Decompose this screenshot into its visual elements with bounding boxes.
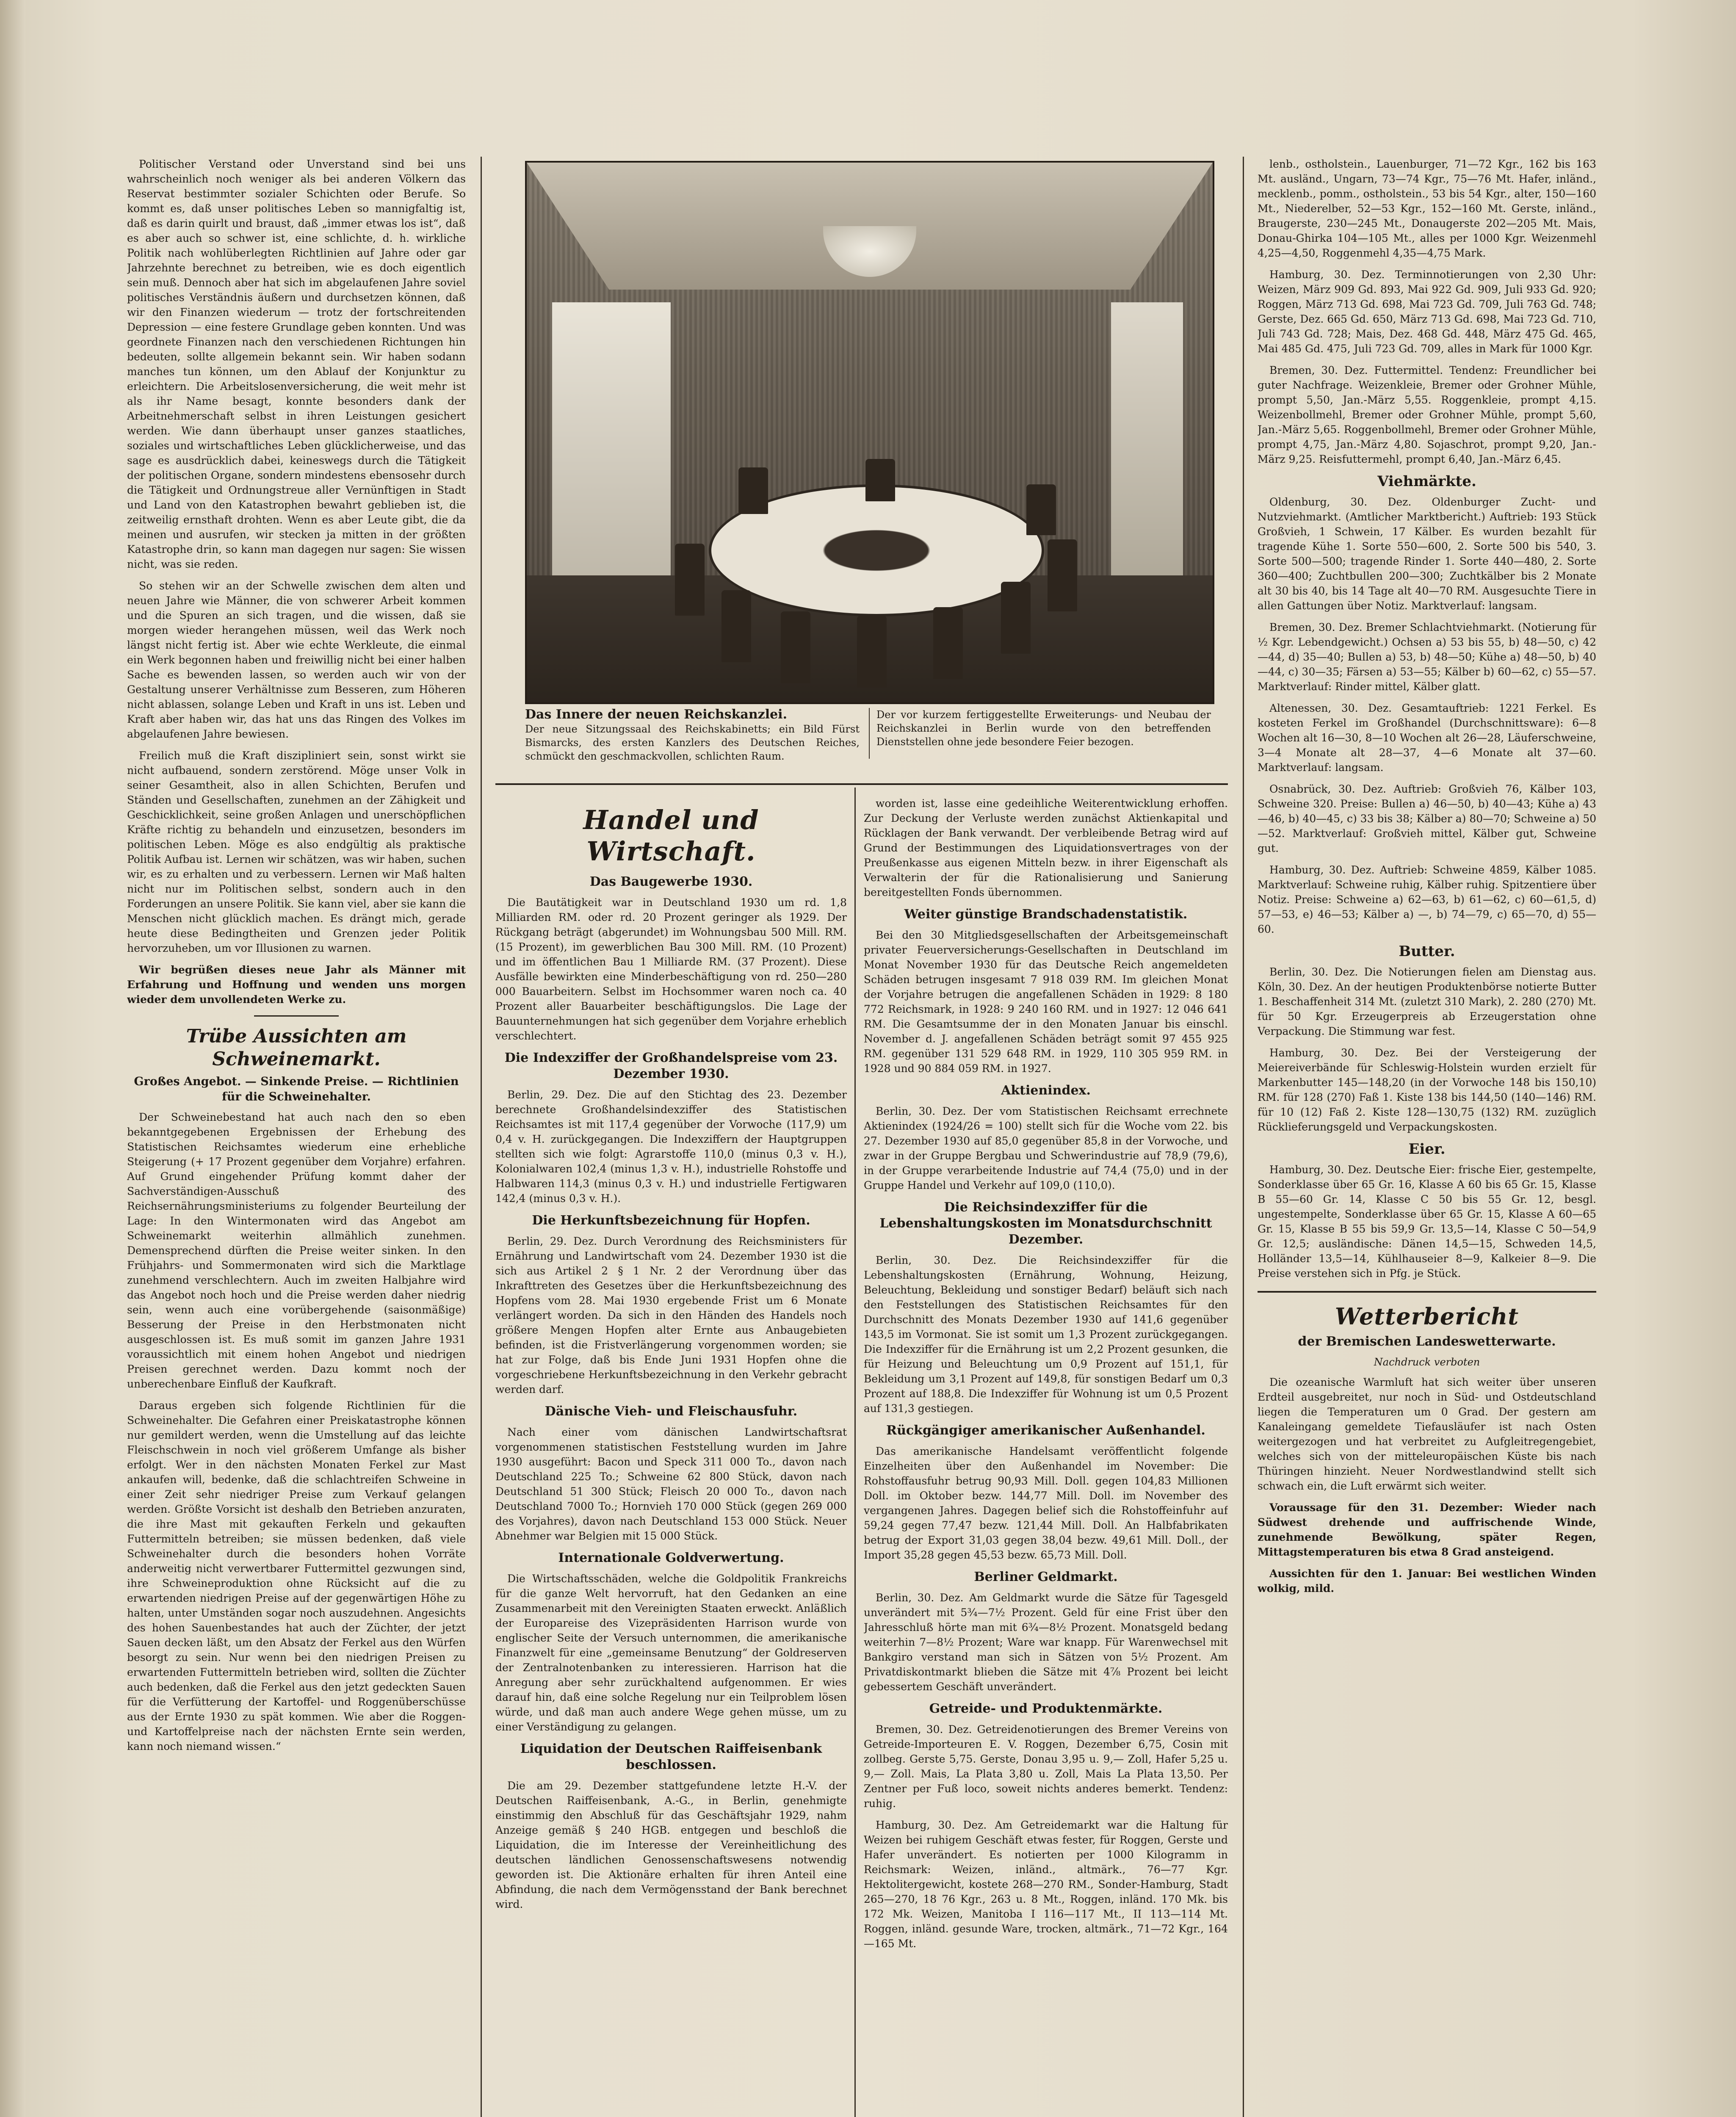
article-title: Butter.	[1399, 943, 1455, 960]
weather-forecast: Voraussage für den 31. Dezember: Wieder nach Südwest drehende und auffrischende Winde, zunehmende Bewölkung, später Regen, Mittagstemperaturen bis etwa 8 Grad ansteigend.	[1258, 1501, 1596, 1558]
article-paragraph: worden ist, lasse eine gedeihliche Weiterentwicklung erhoffen. Zur Deckung der Verluste werden zunächst Aktienkapital und Rücklagen der Bank verwandt. Der verbleibende Betrag wird auf Grund der Bestimmungen des Liquidationsvertrages von der Preußenkasse aus eigenen Mitteln bezw. in ihrer Eigenschaft als Verwalterin der für die Rationalisierung und Sanierung bereitgestellten Fonds übernommen.	[864, 797, 1228, 898]
page-binding-edge	[0, 0, 25, 2117]
article-paragraph: Hamburg, 30. Dez. Terminnotierungen von 2,30 Uhr: Weizen, März 909 Gd. 893, Mai 922 Gd. 909, Juli 933 Gd. 920; Roggen, März 713 Gd. 698, Mai 723 Gd. 709, Juli 763 Gd. 748; Gerste, Dez. 665 Gd. 650, März 713 Gd. 698, Mai 723 Gd. 710, Juli 743 Gd. 728; Mais, Dez. 468 Gd. 448, März 475 Gd. 465, Mai 485 Gd. 475, Juli 723 Gd. 709, alles in Mark für 1000 Kgr.	[1258, 268, 1596, 355]
article-paragraph: Bremen, 30. Dez. Bremer Schlachtviehmarkt. (Notierung für ½ Kgr. Lebendgewicht.) Ochsen a) 53 bis 55, b) 48—50, c) 42—44, d) 35—40; Bullen a) 53, b) 48—50; Kühe a) 48—50, b) 40—44, c) 30—35; Färsen a) 53—55; Kälber b) 60—62, c) 55—57. Marktverlauf: Rinder mittel, Kälber glatt.	[1258, 621, 1596, 693]
column-rule	[481, 157, 482, 2117]
column-3	[864, 796, 1228, 2117]
article-title: Eier.	[1408, 1141, 1446, 1158]
article-paragraph: Freilich muß die Kraft diszipliniert sein, sonst wirkt sie nicht aufbauend, sondern zerstörend. Möge unser Volk in seiner Gesamtheit, also in allen Schichten, Berufen und Ständen und Gesellschaften, zunehmen an der Zähigkeit und Geschicklichkeit, seine großen Anlagen und unerschöpflichen Kräfte richtig zu behandeln und einzusetzen, besonders im politischen Leben. Möge es also endgültig als praktische Politik Aufbau ist. Lernen wir schätzen, was wir haben, suchen wir, es zu erhalten und zu verbessern. Lernen wir Maß halten nicht nur im Politischen selbst, sondern auch in den Forderungen an unsere Politik. Sie kann viel, aber sie kann die Menschen nicht glücklich machen. Es drängt mich, gerade heute diese Bedingtheiten und Grenzen jeder Politik hervorzuheben, um vor Illusionen zu warnen.	[127, 749, 466, 954]
caption-text: Der neue Sitzungssaal des Reichskabinetts; ein Bild Fürst Bismarcks, des ersten Kanzlers des Deutschen Reiches, schmückt den geschmackvollen, schlichten Raum.	[525, 723, 860, 762]
article-paragraph: So stehen wir an der Schwelle zwischen dem alten und neuen Jahre wie Männer, die von schwerer Arbeit kommen und die Spuren an sich tragen, und die wissen, daß sie morgen wieder herangehen müssen, weil das Werk noch längst nicht fertig ist. Aber wie echte Werkleute, die einmal ein Werk begonnen haben und freiwillig nicht bei einer halben Sache es bewenden lassen, so werden auch wir von der Gestaltung unserer Verhältnisse zum Besseren, zum Höheren nicht ablassen, solange Leben und Kraft in uns ist. Leben und Kraft aber haben wir, das hat uns das Ringen des Volkes im abgelaufenen Jahre bewiesen.	[127, 580, 466, 740]
column-2	[495, 796, 847, 2117]
article-paragraph: Hamburg, 30. Dez. Bei der Versteigerung der Meiereiverbände für Schleswig-Holstein wurden erzielt für Markenbutter 145—148,20 (in der Vorwoche 148 bis 150,10) RM. für 128 (270) Faß 1. Kiste 138 bis 144,50 (140—146) RM. für 10 (12) Faß 2. Kiste 128—130,75 (132) RM. zuzüglich Rücklieferungsgeld und Verpackungskosten.	[1258, 1047, 1596, 1133]
article-title: Das Baugewerbe 1930.	[589, 874, 753, 889]
weather-outlook: Aussichten für den 1. Januar: Bei westlichen Winden wolkig, mild.	[1258, 1567, 1596, 1595]
weather-subheading: der Bremischen Landeswetterwarte.	[1298, 1334, 1556, 1349]
column-rule	[854, 788, 856, 2117]
article-title: Die Herkunftsbezeichnung für Hopfen.	[532, 1213, 810, 1228]
article-title: Getreide- und Produktenmärkte.	[929, 1701, 1163, 1716]
article-title: Dänische Vieh- und Fleischausfuhr.	[545, 1404, 798, 1419]
article-paragraph: Das amerikanische Handelsamt veröffentlicht folgende Einzelheiten über den Außenhandel im November: Die Rohstoffausfuhr betrug 90,93 Mill. Doll. gegen 104,83 Millionen Doll. im Oktober bezw. 144,77 Mill. Doll. im November des vergangenen Jahres. Dagegen belief sich die Rohstoffeinfuhr auf 59,24 gegen 77,47 bezw. 121,44 Mill. Doll. An Halbfabrikaten betrug der Export 31,03 gegen 38,04 bezw. 49,61 Mill. Doll., der Import 35,28 gegen 45,53 bezw. 65,73 Mill. Doll.	[864, 1445, 1228, 1561]
article-title: Weiter günstige Brandschadenstatistik.	[904, 907, 1188, 922]
article-title: Viehmärkte.	[1377, 473, 1476, 490]
article-heading: Trübe Aussichten am Schweinemarkt.	[186, 1025, 407, 1070]
column-rule	[1243, 157, 1244, 2117]
article-paragraph: lenb., ostholstein., Lauenburger, 71—72 Kgr., 162 bis 163 Mt. ausländ., Ungarn, 73—74 Kgr., 75—76 Mt. Hafer, inländ., mecklenb., pomm., ostholstein., 53 bis 54 Kgr., alter, 150—160 Mt., Niederelber, 52—53 Kgr., 152—160 Mt. Gerste, inländ., Braugerste, 230—245 Mt., Donaugerste 202—205 Mt. Mais, Donau-Ghirka 104—105 Mt., alles per 1000 Kgr. Weizenmehl 4,25—4,50, Roggenmehl 4,35—4,75 Mark.	[1258, 158, 1596, 259]
caption-title: Das Innere der neuen Reichskanzlei.	[525, 707, 788, 722]
article-paragraph: Osnabrück, 30. Dez. Auftrieb: Großvieh 76, Kälber 103, Schweine 320. Preise: Bullen a) 46—50, b) 40—43; Kühe a) 43—46, b) 40—45, c) 33 bis 38; Kälber a) 80—70; Schweine a) 50—52. Marktverlauf: Großvieh mittel, Kälber gut, Schweine gut.	[1258, 783, 1596, 854]
article-paragraph: Berlin, 30. Dez. Die Notierungen fielen am Dienstag aus. Köln, 30. Dez. An der heutigen Produktenbörse notierte Butter 1. Beschaffenheit 314 Mt. (zuletzt 310 Mark), 2. 280 (270) Mt. für 50 Kgr. Erzeugerpreis ab Erzeugerstation ohne Verpackung. Die Stimmung war fest.	[1258, 966, 1596, 1037]
article-paragraph: Berlin, 30. Dez. Der vom Statistischen Reichsamt errechnete Aktienindex (1924/26 = 100) stellt sich für die Woche vom 22. bis 27. Dezember 1930 auf 85,0 gegenüber 85,8 in der Vorwoche, und zwar in der Gruppe Bergbau und Schwerindustrie auf 78,9 (79,6), in der Gruppe verarbeitende Industrie auf 74,4 (75,0) und in der Gruppe Handel und Verkehr auf 109,0 (110,0).	[864, 1105, 1228, 1191]
article-paragraph: Die Bautätigkeit war in Deutschland 1930 um rd. 1,8 Milliarden RM. oder rd. 20 Prozent geringer als 1929. Der Rückgang beträgt (abgerundet) im Wohnungsbau 500 Mill. RM. (15 Prozent), im gewerblichen Bau 300 Mill. RM. (10 Prozent) und im öffentlichen Bau 1 Milliarde RM. (37 Prozent). Diese Ausfälle bewirkten eine Minderbeschäftigung von rd. 250—280 000 Bauarbeitern. Selbst im Hochsommer waren noch ca. 40 Prozent aller Bauarbeiter beschäftigungslos. Die Lage der Bauunternehmungen hat sich gegenüber dem Vorjahre erheblich verschlechtert.	[495, 896, 847, 1042]
article-paragraph: Hamburg, 30. Dez. Auftrieb: Schweine 4859, Kälber 1085. Marktverlauf: Schweine ruhig, Kälber ruhig. Spitzentiere über Notiz. Preise: Schweine a) 62—63, b) 61—62, c) 60—61,5, d) 57—53, e) 46—53; Kälber a) —, b) 74—79, c) 65—70, d) 55—60.	[1258, 864, 1596, 935]
article-paragraph: Hamburg, 30. Dez. Deutsche Eier: frische Eier, gestempelte, Sonderklasse über 65 Gr. 16, Klasse A 60 bis 65 Gr. 15, Klasse B 55—60 Gr. 14, Klasse C 50 bis 55 Gr. 12, besgl. ungestempelte, Sonderklasse über 65 Gr. 15, Klasse A 60—65 Gr. 15, Klasse B 55 bis 59,9 Gr. 13,5—14, Klasse C 50—54,9 Gr. 12,5; ausländische: Dänen 14,5—15, Schweden 14,5, Holländer 13,5—14, Kühlhauseier 8—9, Kalkeier 8—9. Die Preise verstehen sich in Pfg. je Stück.	[1258, 1164, 1596, 1280]
article-paragraph: Bei den 30 Mitgliedsgesellschaften der Arbeitsgemeinschaft privater Feuerversicherungs-Gesellschaften in Deutschland im Monat November 1930 für das Deutsche Reich angemeldeten Schäden betrugen insgesamt 7 918 039 RM. Im gleichen Monat der Vorjahre betrugen die angefallenen Schäden in 1929: 8 180 772 Reichsmark, in 1928: 9 240 160 RM. und in 1927: 12 046 641 RM. Die Gesamtsumme der in den Monaten Januar bis einschl. November d. J. angefallenen Schäden beträgt somit 97 455 925 RM. gegenüber 131 529 648 RM. in 1929, 110 305 959 RM. in 1928 und 90 884 059 RM. in 1927.	[864, 929, 1228, 1075]
article-paragraph: Wir begrüßen dieses neue Jahr als Männer mit Erfahrung und Hoffnung und wenden uns morgen wieder dem unvollendeten Werke zu.	[127, 964, 466, 1006]
article-paragraph: Die am 29. Dezember stattgefundene letzte H.-V. der Deutschen Raiffeisenbank, A.-G., in Berlin, genehmigte einstimmig den Abschluß für das Geschäftsjahr 1929, nahm Anzeige gemäß § 240 HGB. entgegen und beschloß die Liquidation, die im Interesse der Vereinheitlichung des deutschen ländlichen Genossenschaftswesens notwendig geworden ist. Die Aktionäre erhalten für ihren Anteil eine Abfindung, die nach dem Vermögensstand der Bank berechnet wird.	[495, 1780, 847, 1910]
article-paragraph: Berlin, 30. Dez. Am Geldmarkt wurde die Sätze für Tagesgeld unverändert mit 5¾—7½ Prozent. Geld für eine Frist über den Jahresschluß hörte man mit 6¾—8½ Prozent. Monatsgeld bedang weiterhin 7—8½ Prozent; Ware war knapp. Für Warenwechsel mit Bankgiro verstand man sich in Sätzen von 5½ Prozent. Am Privatdiskontmarkt blieben die Sätze mit 4⅞ Prozent bei leicht gebessertem Geschäft unverändert.	[864, 1592, 1228, 1693]
article-paragraph: Bremen, 30. Dez. Futtermittel. Tendenz: Freundlicher bei guter Nachfrage. Weizenkleie, Bremer oder Grohner Mühle, prompt 5,50, Jan.-März 5,55. Roggenkleie, prompt 4,15. Weizenbollmehl, Bremer oder Grohner Mühle, prompt 5,60, Jan.-März 5,65. Roggenbollmehl, Bremer oder Grohner Mühle, prompt 4,75, Jan.-März 4,80. Sojaschrot, prompt 9,20, Jan.-März 9,25. Reisfuttermehl, prompt 6,40, Jan.-März 6,45.	[1258, 364, 1596, 465]
article-paragraph: Berlin, 29. Dez. Die auf den Stichtag des 23. Dezember berechnete Großhandelsindexziffer des Statistischen Reichsamtes ist mit 117,4 gegenüber der Vorwoche (117,9) um 0,4 v. H. zurückgegangen. Die Indexziffern der Hauptgruppen stellten sich wie folgt: Agrarstoffe 110,0 (minus 0,3 v. H.), Kolonialwaren 102,4 (minus 1,3 v. H.), industrielle Rohstoffe und Halbwaren 114,3 (minus 0,3 v. H.) und industrielle Fertigwaren 142,4 (minus 0,3 v. H.).	[495, 1089, 847, 1205]
article-title: Berliner Geldmarkt.	[974, 1570, 1118, 1584]
section-heading: Handel und Wirtschaft.	[583, 804, 759, 867]
article-title: Die Reichsindexziffer für die Lebenshaltungskosten im Monatsdurchschnitt Dezember.	[879, 1200, 1212, 1247]
article-paragraph: Berlin, 30. Dez. Die Reichsindexziffer für die Lebenshaltungskosten (Ernährung, Wohnung, Heizung, Beleuchtung, Bekleidung und sonstiger Bedarf) beläuft sich nach den Feststellungen des Statistischen Reichsamtes für den Durchschnitt des Monats Dezember 1930 auf 141,6 gegenüber 143,5 im Vormonat. Sie ist somit um 1,3 Prozent zurückgegangen. Die Indexziffer für die Ernährung ist um 2,2 Prozent gesunken, die für Heizung und Beleuchtung um 0,9 Prozent auf 151,1, für Bekleidung um 3,1 Prozent auf 149,8, für sonstigen Bedarf um 0,3 Prozent auf 188,8. Die Indexziffer für Wohnung ist um 0,5 Prozent auf 131,3 gestiegen.	[864, 1254, 1228, 1415]
section-divider	[1258, 1291, 1596, 1293]
article-title: Rückgängiger amerikanischer Außenhandel.	[886, 1423, 1205, 1438]
weather-heading: Wetterbericht	[1335, 1303, 1519, 1330]
article-paragraph: Der Schweinebestand hat auch nach den so eben bekanntgegebenen Ergebnissen der Erhebung des Statistischen Reichsamtes wiederum eine erhebliche Steigerung (+ 17 Prozent gegenüber dem Vorjahre) erfahren. Auf Grund eingehender Prüfung kommt daher der Sachverständigen-Ausschuß des Reichsernährungsministeriums zu folgender Beurteilung der Lage: In den Wintermonaten wird das Angebot am Schweinemarkt weiterhin allmählich zunehmen. Demensprechend dürften die Preise weiter sinken. In den Frühjahrs- und Sommermonaten wird sich die Marktlage zunehmend verschlechtern. Auch im zweiten Halbjahre wird das Angebot noch hoch und die Preise werden daher niedrig sein, wenn auch eine vorübergehende (saisonmäßige) Besserung der Preise in den Herbstmonaten nicht ausgeschlossen ist. Es muß somit im ganzen Jahre 1931 voraussichtlich mit einem hohen Angebot und niedrigen Preisen gerechnet werden. Dazu kommt noch der unberechenbare Einfluß der Kaufkraft.	[127, 1111, 466, 1390]
weather-paragraph: Die ozeanische Warmluft hat sich weiter über unseren Erdteil ausgebreitet, nur noch in Süd- und Ostdeutschland liegen die Temperaturen um 0 Grad. Der gestern am Kanaleingang gemeldete Tiefausläufer ist nach Osten weitergezogen und hat verbreitet zu Aufgleitregengebiet, welches sich von der mitteleuropäischen Küste bis nach Thüringen hinzieht. Neuer Nordwestlandwind stellt sich schwach ein, die Luft erwärmt sich weiter.	[1258, 1376, 1596, 1492]
article-paragraph: Bremen, 30. Dez. Getreidenotierungen des Bremer Vereins von Getreide-Importeuren E. V. Roggen, Dezember 6,75, Cosin mit zollbeg. Gerste 5,75. Gerste, Donau 3,95 u. 9,— Zoll, Hafer 5,25 u. 9,— Zoll. Mais, La Plata 3,80 u. Zoll, Mais La Plata 13,50. Per Zentner per Fuß loco, soweit nichts anderes bemerkt. Tendenz: ruhig.	[864, 1723, 1228, 1810]
article-paragraph: Politischer Verstand oder Unverstand sind bei uns wahrscheinlich noch weniger als bei anderen Völkern das Reservat bestimmter sozialer Schichten oder Berufe. So kommt es, daß unser politisches Leben so mannigfaltig ist, daß es darin quirlt und braust, daß „immer etwas los ist“, daß es aber auch so schwer ist, eine schlichte, d. h. wirkliche Politik nach wohlüberlegten Richtlinien auf Jahre oder gar Jahrzehnte berechnet zu betreiben, wie es doch eigentlich sein muß. Dennoch aber hat sich im abgelaufenen Jahre soviel politisches Verständnis äußern und durchsetzen können, daß wir den Finanzen wiederum — trotz der fortschreitenden Depression — eine festere Grundlage geben konnten. Und was geordnete Finanzen nach den verschiedenen Richtungen hin bedeuten, sollte allgemein bekannt sein. Wir haben sodann manches tun können, um den Ablauf der Konjunktur zu erleichtern. Die Arbeitslosenversicherung, die weit mehr ist als ihr Name besagt, konnte besonders dank der Arbeitnehmerschaft selbst in ihren Leistungen gesichert werden. Wie dann überhaupt unser ganzes staatliches, soziales und wirtschaftliches Leben glücklicherweise, und das sage es ausdrücklich dabei, keineswegs durch die Tätigkeit der politischen Organe, sondern mindestens ebensosehr durch die Tätigkeit und Ordnungstreue aller Vernünftigen in Stadt und Land von den Katastrophen bewahrt geblieben ist, die zeitweilig ernsthaft drohten. Wenn es aber Leute gibt, die da meinen und ausrufen, wir stecken ja mitten in der größten Katastrophe drin, so kann man dagegen nur sagen: Sie wissen nicht, was sie reden.	[127, 158, 466, 570]
article-paragraph: Altenessen, 30. Dez. Gesamtauftrieb: 1221 Ferkel. Es kosteten Ferkel im Großhandel (Durchschnittsware): 6—8 Wochen alt 16—30, 8—10 Wochen alt 26—28, Läuferschweine, 3—4 Monate alt 28—37, 4—6 Monate alt 37—60. Marktverlauf: langsam.	[1258, 702, 1596, 774]
article-subheading: Großes Angebot. — Sinkende Preise. — Richtlinien für die Schweinehalter.	[134, 1075, 459, 1103]
article-title: Die Indexziffer der Großhandelspreise vom 23. Dezember 1930.	[504, 1050, 838, 1081]
divider	[254, 1015, 339, 1017]
column-1	[127, 157, 466, 2117]
section-divider	[495, 783, 1228, 785]
article-paragraph: Nach einer vom dänischen Landwirtschaftsrat vorgenommenen statistischen Feststellung wurden im Jahre 1930 ausgeführt: Bacon und Speck 311 000 To., davon nach Deutschland 225 To.; Schweine 62 800 Stück, davon nach Deutschland 51 300 Stück; Fleisch 20 000 To., davon nach Deutschland 7000 To.; Hornvieh 170 000 Stück (gegen 269 000 des Vorjahres), davon nach Deutschland 153 000 Stück. Neuer Abnehmer war Belgien mit 15 000 Stück.	[495, 1426, 847, 1542]
article-paragraph: Die Wirtschaftsschäden, welche die Goldpolitik Frankreichs für die ganze Welt hervorruft, hat den Gedanken an eine Zusammenarbeit mit den Vereinigten Staaten erweckt. Anläßlich der Europareise des Vizepräsidenten Harrison wurde von englischer Seite der Versuch unternommen, die amerikanische Finanzwelt für eine „gemeinsame Benutzung“ der Goldreserven der Zentralnotenbanken zu interessieren. Harrison hat die Anregung aber sehr zurückhaltend aufgenommen. Er wies darauf hin, daß eine solche Regelung nur ein Teilproblem lösen würde, und daß man auch andere Wege gehen müsse, um zu einer Verständigung zu gelangen.	[495, 1573, 847, 1733]
article-paragraph: Daraus ergeben sich folgende Richtlinien für die Schweinehalter. Die Gefahren einer Preiskatastrophe können nur gemildert werden, wenn die Umstellung auf das leichte Fleischschwein in noch viel größerem Umfange als bisher erfolgt. Wer in den nächsten Monaten Ferkel zur Mast ankaufen will, bedenke, daß die schlachtreifen Schweine in einer Zeit sehr niedriger Preise zum Verkauf gelangen werden. Größte Vorsicht ist deshalb den Betrieben anzuraten, die ihre Mast mit gekauften Ferkeln und gekauften Futtermitteln betreiben; sie müssen bedenken, daß viele Schweinehalter durch die besonders hohen Vorräte anderweitig nicht verwertbarer Futtermittel gezwungen sind, ihre Schweineproduktion ohne Rücksicht auf die zu erwartenden niedrigen Preise auf der gegenwärtigen Höhe zu halten, unter Umständen sogar noch auszudehnen. Angesichts des hohen Sauenbestandes hat auch der Züchter, der jetzt Sauen decken läßt, um den Absatz der Ferkel aus den Würfen besorgt zu sein. Nur wenn bei den niedrigen Preisen zu erwartenden Futtermitteln betrieben wird, sollten die Züchter auch bedenken, daß die Ferkel aus den jetzt gedeckten Sauen für die Verfütterung der Kartoffel- und Roggenüberschüsse aus der Ernte 1930 zu spät kommen. Wie aber die Roggen- und Kartoffelpreise nach der nächsten Ernte sein werden, kann noch niemand wissen.“	[127, 1399, 466, 1752]
article-title: Liquidation der Deutschen Raiffeisenbank beschlossen.	[520, 1741, 822, 1772]
article-title: Internationale Goldverwertung.	[558, 1550, 784, 1565]
article-title: Aktienindex.	[1001, 1083, 1091, 1098]
reichskanzlei-photo	[525, 161, 1214, 704]
article-paragraph: Hamburg, 30. Dez. Am Getreidemarkt war die Haltung für Weizen bei ruhigem Geschäft etwas fester, für Roggen, Gerste und Hafer unverändert. Es notierten per 1000 Kilogramm in Reichsmark: Weizen, inländ., altmärk., 76—77 Kgr. Hektolitergewicht, kostete 268—270 RM., Sonder-Hamburg, Stadt 265—270, 18 76 Kgr., 263 u. 8 Mt., Roggen, inländ. 170 Mk. bis 172 Mk. Weizen, Manitoba I 116—117 Mt., II 113—114 Mt. Roggen, inländ. gesunde Ware, trocken, altmärk., 71—72 Kgr., 164—165 Mt.	[864, 1819, 1228, 1950]
reprint-notice: Nachdruck verboten	[1374, 1356, 1480, 1368]
column-4	[1258, 157, 1596, 2117]
caption-text: Der vor kurzem fertiggestellte Erweiterungs- und Neubau der Reichskanzlei in Berlin wurde von den betreffenden Dienststellen ohne jede besondere Feier bezogen.	[876, 709, 1211, 748]
article-paragraph: Oldenburg, 30. Dez. Oldenburger Zucht- und Nutzviehmarkt. (Amtlicher Marktbericht.) Auftrieb: 193 Stück Großvieh, 1 Schwein, 17 Kälber. Es wurden bezahlt für tragende Kühe 1. Sorte 550—600, 2. Sorte 500 bis 540, 3. Sorte 500—500; tragende Rinder 1. Sorte 440—480, 2. Sorte 360—400; Zuchtbullen 200—300; Zuchtkälber bis 2 Monate alt 30 bis 40, bis 14 Tage alt 40—70 RM. Ausgesuchte Tiere in allen Gattungen über Notiz. Marktverlauf: langsam.	[1258, 496, 1596, 612]
article-paragraph: Berlin, 29. Dez. Durch Verordnung des Reichsministers für Ernährung und Landwirtschaft vom 24. Dezember 1930 ist die sich aus Artikel 2 § 1 Nr. 2 der Verordnung über das Inkrafttreten des Gesetzes über die Herkunftsbezeichnung des Hopfens vom 28. Mai 1930 ergebende Frist um 6 Monate verlängert worden. Da sich in den Händen des Handels noch größere Mengen Hopfen alter Ernte aus Anbaugebieten befinden, ist die Fristverlängerung vorgenommen worden; sie hat zur Folge, daß bis Ende Juni 1931 Hopfen ohne die vorgeschriebene Herkunftsbezeichnung in den Verkehr gebracht werden darf.	[495, 1235, 847, 1396]
